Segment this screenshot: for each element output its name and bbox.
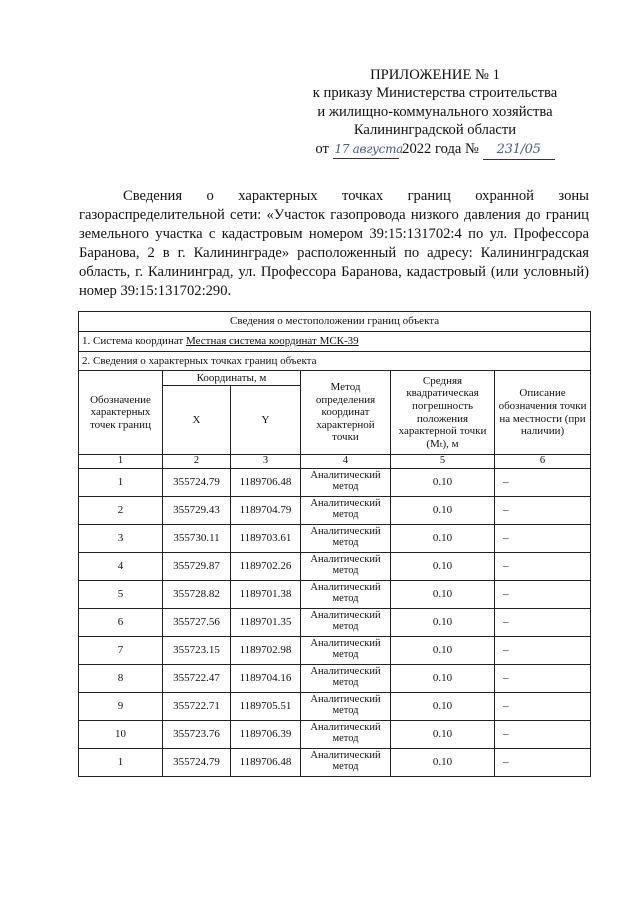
method-value: Аналитический метод bbox=[301, 720, 391, 748]
method-value: Аналитический метод bbox=[301, 636, 391, 664]
column-number: 1 bbox=[79, 455, 163, 469]
method-value: Аналитический метод bbox=[301, 524, 391, 552]
col-method-header: Метод определения координат характерной точки bbox=[301, 371, 391, 455]
accuracy-value: 0.10 bbox=[391, 580, 495, 608]
table-title: Сведения о местоположении границ объекта bbox=[79, 312, 591, 332]
order-date-line bbox=[300, 140, 570, 160]
accuracy-value: 0.10 bbox=[391, 636, 495, 664]
accuracy-value: 0.10 bbox=[391, 748, 495, 776]
table-row bbox=[79, 608, 591, 636]
y-value: 1189704.79 bbox=[231, 496, 301, 524]
y-value: 1189705.51 bbox=[231, 692, 301, 720]
point-id: 10 bbox=[79, 720, 163, 748]
accuracy-value: 0.10 bbox=[391, 692, 495, 720]
description-value: – bbox=[495, 720, 591, 748]
description-value: – bbox=[495, 524, 591, 552]
x-value: 355724.79 bbox=[163, 748, 231, 776]
x-value: 355730.11 bbox=[163, 524, 231, 552]
column-number: 5 bbox=[391, 455, 495, 469]
intro-paragraph: Сведения о характерных точках границ охранной зоны газораспределительной сети: «Участок газопровода низкого давления до границ земельного участка с кадастровым номером 39:15:131702:4 по ул. Профессора Баранова, 2 в г. Калининграде» расположенный по адресу: Калининградская область, г. Калининград, ул. Профессора Баранова, кадастровый (или условный) номер 39:15:131702:290. bbox=[79, 188, 589, 299]
points-section-title: 2. Сведения о характерных точках границ объекта bbox=[79, 352, 591, 371]
description-value: – bbox=[495, 748, 591, 776]
column-number: 2 bbox=[163, 455, 231, 469]
description-value: – bbox=[495, 552, 591, 580]
x-value: 355722.47 bbox=[163, 664, 231, 692]
point-id: 8 bbox=[79, 664, 163, 692]
order-line-1: к приказу Министерства строительства bbox=[312, 85, 558, 102]
point-id: 7 bbox=[79, 636, 163, 664]
handwritten-date: 17 августа bbox=[333, 140, 399, 159]
y-value: 1189704.16 bbox=[231, 664, 301, 692]
method-value: Аналитический метод bbox=[301, 468, 391, 496]
column-number: 4 bbox=[301, 455, 391, 469]
document-header bbox=[300, 66, 570, 160]
appendix-title: ПРИЛОЖЕНИЕ № 1 bbox=[370, 67, 500, 83]
coordinate-system-cell bbox=[79, 332, 591, 352]
y-value: 1189706.48 bbox=[231, 468, 301, 496]
description-value: – bbox=[495, 468, 591, 496]
y-value: 1189706.48 bbox=[231, 748, 301, 776]
table-row bbox=[79, 692, 591, 720]
x-value: 355724.79 bbox=[163, 468, 231, 496]
y-value: 1189702.98 bbox=[231, 636, 301, 664]
col-x-header: X bbox=[163, 386, 231, 455]
x-value: 355722.71 bbox=[163, 692, 231, 720]
column-numbers-row bbox=[79, 455, 591, 469]
description-value: – bbox=[495, 664, 591, 692]
table-row bbox=[79, 636, 591, 664]
table-title-row bbox=[79, 312, 591, 332]
year-label: 2022 года № bbox=[402, 140, 479, 157]
table-row bbox=[79, 496, 591, 524]
y-value: 1189701.35 bbox=[231, 608, 301, 636]
method-value: Аналитический метод bbox=[301, 748, 391, 776]
point-id: 6 bbox=[79, 608, 163, 636]
point-id: 4 bbox=[79, 552, 163, 580]
coordinate-system-row bbox=[79, 332, 591, 352]
method-value: Аналитический метод bbox=[301, 608, 391, 636]
points-section-row bbox=[79, 352, 591, 371]
point-id: 9 bbox=[79, 692, 163, 720]
table-row bbox=[79, 580, 591, 608]
table-row bbox=[79, 524, 591, 552]
table-row bbox=[79, 552, 591, 580]
accuracy-value: 0.10 bbox=[391, 608, 495, 636]
method-value: Аналитический метод bbox=[301, 664, 391, 692]
order-line-3: Калининградской области bbox=[353, 122, 517, 139]
handwritten-number: 231/05 bbox=[483, 141, 555, 160]
y-value: 1189701.38 bbox=[231, 580, 301, 608]
table-row bbox=[79, 468, 591, 496]
y-value: 1189703.61 bbox=[231, 524, 301, 552]
accuracy-value: 0.10 bbox=[391, 496, 495, 524]
description-value: – bbox=[495, 496, 591, 524]
description-value: – bbox=[495, 608, 591, 636]
boundary-points-table bbox=[78, 311, 591, 777]
point-id: 2 bbox=[79, 496, 163, 524]
header-row-1 bbox=[79, 371, 591, 386]
column-number: 6 bbox=[495, 455, 591, 469]
table-row bbox=[79, 664, 591, 692]
y-value: 1189706.39 bbox=[231, 720, 301, 748]
x-value: 355723.15 bbox=[163, 636, 231, 664]
accuracy-value: 0.10 bbox=[391, 524, 495, 552]
method-value: Аналитический метод bbox=[301, 580, 391, 608]
accuracy-value: 0.10 bbox=[391, 468, 495, 496]
method-value: Аналитический метод bbox=[301, 496, 391, 524]
y-value: 1189702.26 bbox=[231, 552, 301, 580]
col-coords-header: Координаты, м bbox=[163, 371, 301, 386]
x-value: 355729.43 bbox=[163, 496, 231, 524]
col-y-header: Y bbox=[231, 386, 301, 455]
from-label: от bbox=[315, 140, 329, 157]
column-number: 3 bbox=[231, 455, 301, 469]
col-desc-header: Описание обозначения точки на местности (при наличии) bbox=[495, 371, 591, 455]
accuracy-value: 0.10 bbox=[391, 664, 495, 692]
x-value: 355727.56 bbox=[163, 608, 231, 636]
order-line-2: и жилищно-коммунального хозяйства bbox=[317, 103, 553, 120]
x-value: 355723.76 bbox=[163, 720, 231, 748]
description-value: – bbox=[495, 580, 591, 608]
point-id: 1 bbox=[79, 468, 163, 496]
coordinate-system-value: Местная система координат МСК-39 bbox=[185, 335, 359, 348]
method-value: Аналитический метод bbox=[301, 692, 391, 720]
accuracy-value: 0.10 bbox=[391, 720, 495, 748]
method-value: Аналитический метод bbox=[301, 552, 391, 580]
x-value: 355729.87 bbox=[163, 552, 231, 580]
x-value: 355728.82 bbox=[163, 580, 231, 608]
table-row bbox=[79, 748, 591, 776]
description-value: – bbox=[495, 692, 591, 720]
col-accuracy-header: Средняя квадратическая погрешность положения характерной точки (Mₜ), м bbox=[391, 371, 495, 455]
point-id: 1 bbox=[79, 748, 163, 776]
accuracy-value: 0.10 bbox=[391, 552, 495, 580]
col-point-header: Обозначение характерных точек границ bbox=[79, 371, 163, 455]
description-value: – bbox=[495, 636, 591, 664]
point-id: 5 bbox=[79, 580, 163, 608]
table-row bbox=[79, 720, 591, 748]
point-id: 3 bbox=[79, 524, 163, 552]
coordinate-system-label: 1. Система координат bbox=[82, 335, 186, 348]
